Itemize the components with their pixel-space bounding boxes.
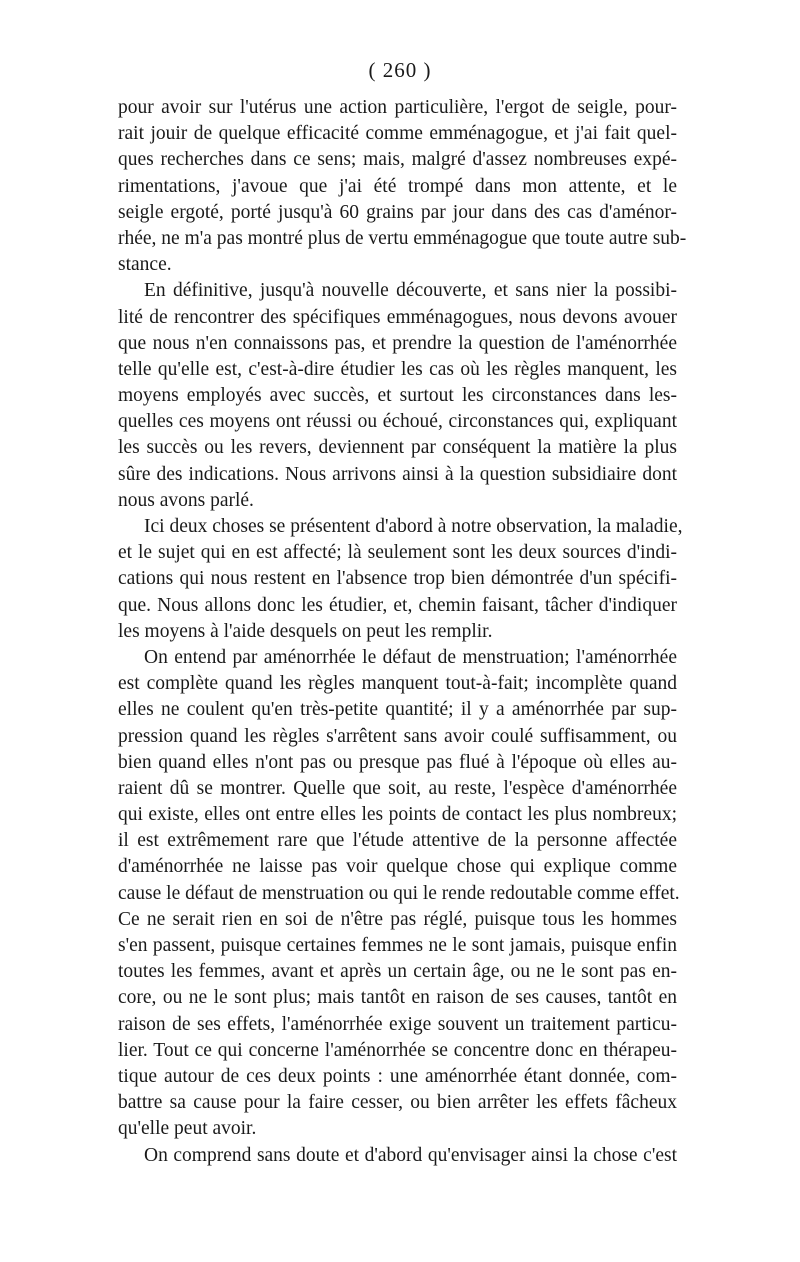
text-line: ques recherches dans ce sens; mais, malgré d'assez nombreuses expé- <box>118 149 677 171</box>
text-line: Ici deux choses se présentent d'abord à notre observation, la maladie, <box>144 516 683 537</box>
text-line: nous avons parlé. <box>118 489 254 511</box>
text-line: toutes les femmes, avant et après un certain âge, ou ne le sont pas en- <box>118 961 677 983</box>
text-line: seigle ergoté, porté jusqu'à 60 grains par jour dans des cas d'aménor- <box>118 201 677 223</box>
text-line: tique autour de ces deux points : une aménorrhée étant donnée, com- <box>118 1065 677 1087</box>
paragraph-5 <box>118 1143 677 1169</box>
paragraph-4 <box>118 645 680 1143</box>
text-line: que. Nous allons donc les étudier, et, chemin faisant, tâcher d'indiquer <box>118 594 677 616</box>
text-line: stance. <box>118 254 172 276</box>
text-line: cause le défaut de menstruation ou qui le rende redoutable comme effet. <box>118 882 680 904</box>
text-line: moyens employés avec succès, et surtout les circonstances dans les- <box>118 385 677 407</box>
text-line: telle qu'elle est, c'est-à-dire étudier les cas où les règles manquent, les <box>118 358 677 380</box>
text-line: les succès ou les revers, deviennent par conséquent la matière la plus <box>118 437 677 459</box>
text-line: elles ne coulent qu'en très-petite quantité; il y a aménorrhée par sup- <box>118 699 677 721</box>
text-line: raison de ses effets, l'aménorrhée exige souvent un traitement particu- <box>118 1013 677 1035</box>
text-line: battre sa cause pour la faire cesser, ou bien arrêter les effets fâcheux <box>118 1092 677 1114</box>
text-line: rait jouir de quelque efficacité comme emménagogue, et j'ai fait quel- <box>118 123 677 145</box>
text-line: raient dû se montrer. Quelle que soit, au reste, l'espèce d'aménorrhée <box>118 777 677 799</box>
text-line: Ce ne serait rien en soi de n'être pas réglé, puisque tous les hommes <box>118 908 677 930</box>
text-line: qui existe, elles ont entre elles les points de contact les plus nombreux; <box>118 804 677 826</box>
text-line: On comprend sans doute et d'abord qu'envisager ainsi la chose c'est <box>144 1144 677 1166</box>
text-line: pour avoir sur l'utérus une action particulière, l'ergot de seigle, pour- <box>118 97 677 118</box>
text-line: rhée, ne m'a pas montré plus de vertu emménagogue que toute autre sub- <box>118 227 687 249</box>
text-line: quelles ces moyens ont réussi ou échoué, circonstances qui, expliquant <box>118 411 677 433</box>
text-line: pression quand les règles s'arrêtent sans avoir coulé suffisamment, ou <box>118 725 677 747</box>
text-line: les moyens à l'aide desquels on peut les remplir. <box>118 620 493 642</box>
text-line: d'aménorrhée ne laisse pas voir quelque chose qui explique comme <box>118 856 677 878</box>
text-line: lité de rencontrer des spécifiques emménagogues, nous devons avouer <box>118 306 677 328</box>
text-line: sûre des indications. Nous arrivons ainsi à la question subsidiaire dont <box>118 463 677 485</box>
text-line: est complète quand les règles manquent tout-à-fait; incomplète quand <box>118 673 677 695</box>
body-text <box>118 95 687 1169</box>
text-line: On entend par aménorrhée le défaut de menstruation; l'aménorrhée <box>144 646 677 668</box>
text-line: s'en passent, puisque certaines femmes ne le sont jamais, puisque enfin <box>118 935 677 956</box>
text-line: lier. Tout ce qui concerne l'aménorrhée se concentre donc en thérapeu- <box>118 1039 677 1061</box>
paragraph-2 <box>118 278 677 514</box>
text-line: qu'elle peut avoir. <box>118 1118 257 1140</box>
text-line: et le sujet qui en est affecté; là seulement sont les deux sources d'indi- <box>118 542 677 564</box>
text-line: core, ou ne le sont plus; mais tantôt en raison de ses causes, tantôt en <box>118 987 677 1009</box>
text-line: En définitive, jusqu'à nouvelle découverte, et sans nier la possibi- <box>144 280 677 302</box>
paragraph-1 <box>118 95 687 278</box>
text-line: rimentations, j'avoue que j'ai été trompé dans mon attente, et le <box>118 175 677 197</box>
text-line: cations qui nous restent en l'absence trop bien démontrée d'un spécifi- <box>118 568 677 590</box>
page-number: ( 260 ) <box>368 58 432 82</box>
text-line: il est extrêmement rare que l'étude attentive de la personne affectée <box>118 830 677 852</box>
text-line: bien quand elles n'ont pas ou presque pas flué à l'époque où elles au- <box>118 751 677 773</box>
paragraph-3 <box>118 514 683 645</box>
text-line: que nous n'en connaissons pas, et prendre la question de l'aménorrhée <box>118 332 677 354</box>
